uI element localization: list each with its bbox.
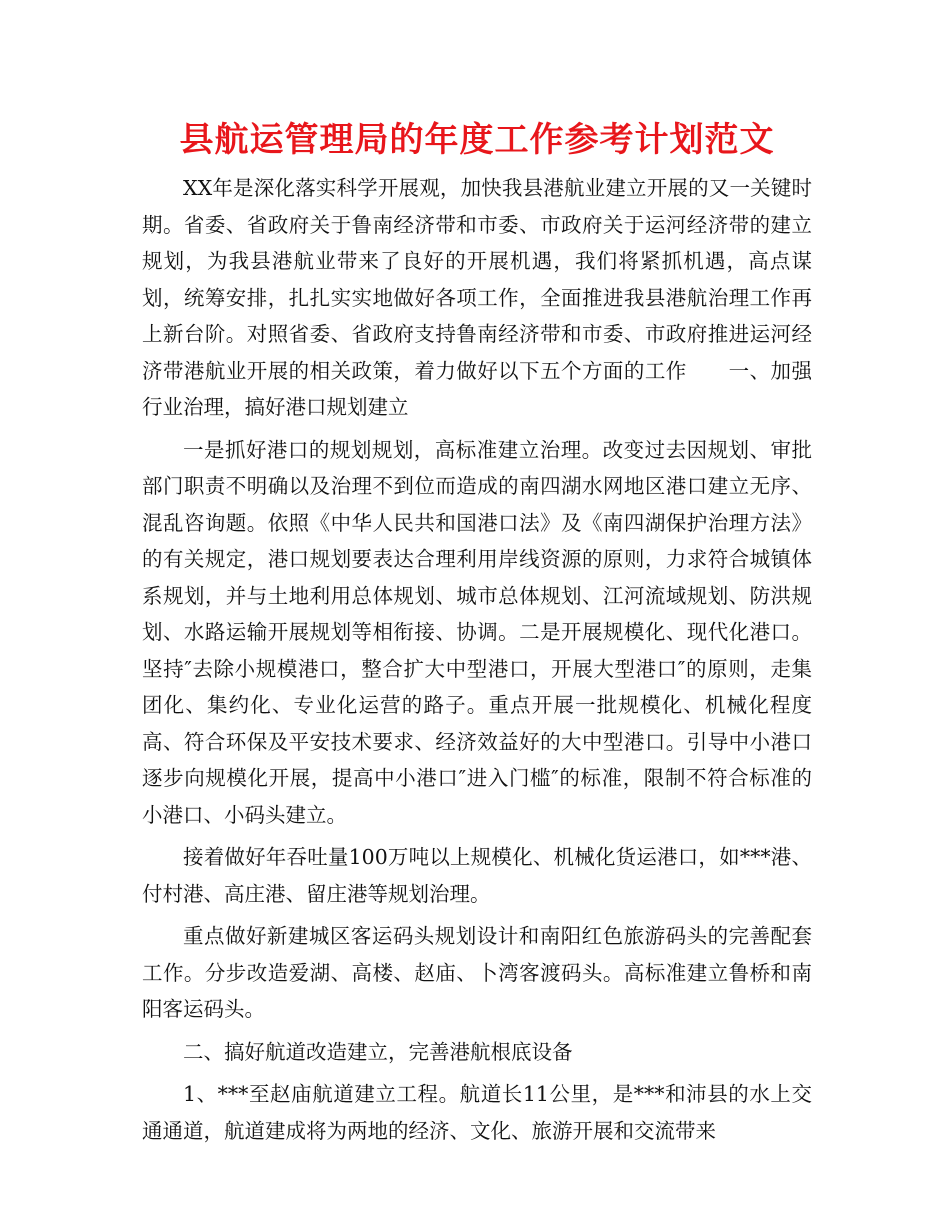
paragraph-passenger-terminals: 重点做好新建城区客运码头规划设计和南阳红色旅游码头的完善配套工作。分步改造爱湖、高楼、赵庙、卜湾客渡码头。高标准建立鲁桥和南阳客运码头。 [142,924,812,1021]
paragraph-intro: XX年是深化落实科学开展观，加快我县港航业建立开展的又一关键时期。省委、省政府关于鲁南经济带和市委、市政府关于运河经济带的建立规划，为我县港航业带来了良好的开展机遇，我们将紧抓机遇，高点谋划，统筹安排，扎扎实实地做好各项工作，全面推进我县港航治理工作再上新台阶。对照省委、省政府支持鲁南经济带和市委、市政府推进运河经济带港航业开展的相关政策，着力做好以下五个方面的工作 一、加强行业治理，搞好港口规划建立 [142,176,812,419]
paragraph-cargo-ports: 接着做好年吞吐量100万吨以上规模化、机械化货运港口，如***港、付村港、高庄港、留庄港等规划治理。 [142,845,812,906]
document-title: 县航运管理局的年度工作参考计划范文 [179,120,775,160]
document-page [142,118,812,1149]
paragraph-port-planning: 一是抓好港口的规划规划，高标准建立治理。改变过去因规划、审批部门职责不明确以及治理不到位而造成的南四湖水网地区港口建立无序、混乱咨询题。依照《中华人民共和国港口法》及《南四湖保护治理方法》的有关规定，港口规划要表达合理利用岸线资源的原则，力求符合城镇体系规划，并与土地利用总体规划、城市总体规划、江河流域规划、防洪规划、水路运输开展规划等相衔接、协调。二是开展规模化、现代化港口。坚持″去除小规模港口，整合扩大中型港口，开展大型港口″的原则，走集团化、集约化、专业化运营的路子。重点开展一批规模化、机械化程度高、符合环保及平安技术要求、经济效益好的大中型港口。引导中小港口逐步向规模化开展，提高中小港口″进入门槛″的标准，限制不符合标准的小港口、小码头建立。 [142,437,812,827]
section-heading-waterways: 二、搞好航道改造建立，完善港航根底设备 [183,1039,573,1064]
paragraph-waterway-project: 1、***至赵庙航道建立工程。航道长11公里，是***和沛县的水上交通通道，航道建成将为两地的经济、文化、旅游开展和交流带来 [142,1082,812,1143]
